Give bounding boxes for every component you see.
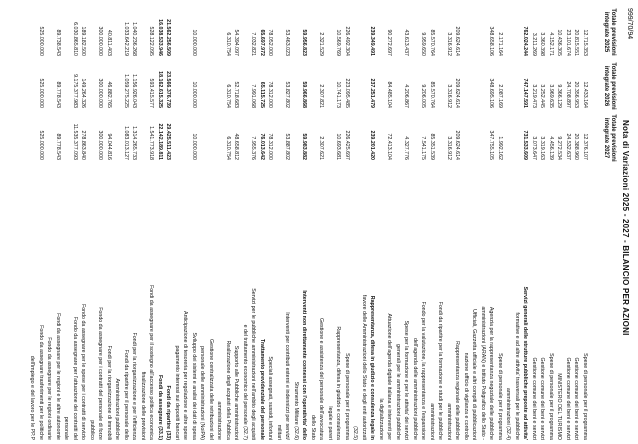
row-value-2025: 10.569.769	[335, 29, 342, 56]
row-value-2026: 1.059.275.225	[123, 74, 129, 108]
table-row	[554, 0, 563, 444]
row-label: Gestione comune dei beni e servizi	[573, 357, 580, 440]
row-label: Gestione comune dei beni e servizi	[531, 357, 537, 440]
row-value-2027: 72.413.104	[386, 133, 393, 160]
table-row	[61, 0, 70, 444]
row-value-2025: 300.000.000	[97, 26, 104, 56]
document-title: Nota di Variazioni 2025 - 2027 - BILANCIO PER AZIONI	[621, 120, 630, 336]
table-row	[537, 0, 546, 444]
row-value-2025: 209.624.614	[454, 26, 461, 56]
row-value-2026: 9.366.129	[556, 84, 563, 108]
table-row	[444, 0, 453, 444]
row-label: Fondi da ripartire per la formazione e studi per le pubbliche	[437, 301, 444, 440]
table-row	[461, 0, 470, 444]
table-row	[138, 0, 147, 444]
row-label: Fondo da assegnare per l'attuazione dei contratti del	[72, 316, 78, 440]
table-row	[112, 0, 121, 444]
row-value-2026: 85.570.764	[429, 81, 435, 108]
row-value-2027: 89.778.543	[55, 133, 61, 160]
budget-table	[27, 0, 588, 444]
table-row	[367, 0, 376, 444]
row-value-2025: 226.492.304	[344, 26, 350, 56]
row-value-2026: 84.485.104	[386, 81, 393, 108]
row-label: amministrazioni	[446, 403, 452, 440]
row-value-2026: 3.969.635	[548, 84, 554, 108]
row-value-2025: 10.000.000	[191, 29, 197, 56]
row-value-2025: 762.024.244	[522, 26, 529, 56]
row-label: Fondo da assegnare per i contratti del personale di forze	[97, 307, 104, 440]
column-header-2025: Totale previsioni integrate 2025	[603, 8, 616, 56]
row-value-2025: 9.959.650	[420, 32, 427, 56]
row-value-2027: 1.083.013.127	[123, 126, 129, 160]
row-label: Agenzia per la rappresentanza negoziale delle pubbliche	[488, 306, 495, 440]
row-value-2025: 12.715.353	[582, 29, 588, 56]
table-row	[529, 0, 538, 444]
row-value-2026: 593.415.577	[148, 78, 155, 108]
row-value-2025: 6.310.754	[225, 32, 231, 56]
table-row	[418, 0, 427, 444]
row-value-2026: 23.566.376.739	[165, 71, 172, 108]
row-label: e del trattamento economico del personale (32.7)	[242, 324, 248, 440]
row-label: Interventi per contributi esterni e indennizzi per servizi/	[284, 312, 291, 440]
row-value-2026: 4.206.867	[403, 84, 410, 108]
row-label: generali per le amministrazioni pubbliche	[395, 344, 401, 440]
table-row	[452, 0, 461, 444]
row-label: Fondi per la riorganizzazione e per l'efficienza	[131, 332, 138, 440]
row-value-2025: 525.000.000	[38, 26, 44, 56]
row-value-2027: 7.541.175	[420, 136, 427, 160]
row-value-2026: 10.000.000	[191, 81, 197, 108]
row-value-2027: 10.000.000	[191, 133, 197, 160]
row-label: Realizzazione degli acquisti della Pubblica	[225, 340, 231, 440]
row-value-2026: 10.741.173	[335, 81, 342, 108]
row-value-2026: 24.708.897	[565, 81, 571, 108]
page-number: 999/70/94	[626, 8, 633, 40]
row-value-2025: 348.658.106	[488, 26, 495, 56]
table-row	[240, 0, 249, 444]
row-value-2026: 9.206.005	[420, 84, 427, 108]
row-label: (32.5)	[352, 426, 359, 440]
row-value-2027: 209.624.614	[454, 130, 461, 160]
table-row	[257, 0, 266, 444]
row-label: Attuazione dell'agenda digitale italiana e interventi per	[386, 313, 393, 440]
row-label: Fondo da assegnare per le spese per i contratti di servizio	[80, 303, 87, 440]
row-label: Fondo da assegnare trasferimenti per le politiche	[38, 325, 44, 440]
row-value-2027: 22.142.189.811	[157, 123, 163, 160]
row-value-2027: 1.992.162	[497, 136, 503, 160]
table-row	[435, 0, 444, 444]
row-label: Anticipazione di tesoreria per regolazione e altre spese	[182, 311, 189, 440]
row-value-2026: 78.312.000	[267, 81, 274, 108]
table-row	[478, 0, 487, 444]
table-row	[180, 0, 189, 444]
row-label: formative e ad altre attivita' trasversali per le pubbliche	[514, 312, 520, 440]
row-value-2026: 7.991.068	[250, 84, 257, 108]
row-value-2027: 78.312.000	[267, 133, 274, 160]
row-value-2027: 24.532.637	[565, 133, 571, 160]
table-row	[87, 0, 96, 444]
row-value-2026: 6.310.754	[225, 84, 231, 108]
row-label: Strumento Militare (32.6)	[293, 381, 299, 440]
table-row	[546, 0, 555, 444]
table-row	[571, 0, 580, 444]
row-value-2025: 40.811.403	[106, 29, 112, 56]
row-value-2027: 10.693.681	[335, 133, 342, 160]
row-value-2027: 11.535.377.093	[72, 123, 78, 160]
table-row	[146, 0, 155, 444]
row-value-2025: 23.101.674	[565, 29, 571, 56]
row-value-2027: 3.316.912	[446, 136, 452, 160]
row-value-2026: 65.115.725	[259, 81, 265, 108]
row-value-2025: 78.052.000	[267, 29, 274, 56]
row-value-2026: 525.000.000	[38, 78, 44, 108]
table-row	[512, 0, 521, 444]
row-value-2025: 21.562.256.509	[165, 19, 172, 56]
row-label: personale	[63, 416, 70, 440]
table-row	[197, 0, 206, 444]
row-value-2027: 300.000.000	[97, 130, 104, 160]
row-value-2025: 16.038.533.946	[157, 19, 163, 56]
table-row	[333, 0, 342, 444]
row-label: Fondi per la riorganizzazione di immobili	[106, 345, 112, 440]
table-row	[469, 0, 478, 444]
row-label: Sviluppo dei sistemi e analisi dei dati di spesa	[191, 332, 197, 440]
row-value-2027: 9.272.534	[556, 136, 563, 160]
row-value-2027: 94.044.816	[106, 133, 112, 160]
row-label: Gestione e assistenza del personale dell'avvocatura	[318, 317, 325, 440]
table-row	[282, 0, 291, 444]
row-label: legale e pareri	[327, 406, 333, 440]
table-row	[410, 0, 419, 444]
row-label: Spese di personale per il programma	[344, 353, 350, 440]
row-label: Spese di personale per il programma	[582, 353, 588, 440]
row-value-2025: 89.738.543	[55, 29, 61, 56]
table-row	[265, 0, 274, 444]
row-value-2026: 149.264.326	[80, 78, 87, 108]
row-label: Interventi non direttamente connessi con l'operativita' dello	[301, 290, 308, 440]
table-row	[70, 0, 79, 444]
row-label: personale delle amministrazioni (NoiPA)	[199, 346, 206, 440]
row-label: dell'agenda delle amministrazioni pubbliche	[412, 337, 418, 440]
table-row	[231, 0, 240, 444]
row-value-2025: 239.349.491	[369, 26, 376, 56]
table-row	[206, 0, 215, 444]
row-value-2026: 209.624.614	[454, 78, 461, 108]
row-value-2025: 43.613.437	[403, 29, 410, 56]
row-label: la digitalizzazione	[378, 398, 384, 440]
row-value-2027: 3.073.647	[531, 136, 537, 160]
row-label: amministrazioni (ARAN) e istituto Poligrafico dello Stato -	[480, 306, 486, 440]
row-label: Gestione comune dei beni e servizi	[539, 357, 546, 440]
row-value-2025: 54.394.097	[233, 29, 240, 56]
row-value-2027: 525.000.000	[38, 130, 44, 160]
table-row	[359, 0, 368, 444]
row-label: amministrazioni	[429, 403, 435, 440]
row-value-2025: 90.272.697	[386, 29, 393, 56]
row-value-2025: 65.697.972	[259, 29, 265, 56]
row-value-2025: 59.956.823	[301, 29, 308, 56]
row-value-2026: 9.175.377.983	[72, 74, 78, 108]
table-row	[163, 0, 172, 444]
row-value-2026: 348.695.106	[488, 78, 495, 108]
table-row	[189, 0, 198, 444]
table-row	[274, 0, 283, 444]
row-label: Fondo da assegnare per le regioni ordinarie	[46, 337, 53, 440]
table-row	[248, 0, 257, 444]
row-label: Speciali assegnati, sussidi, infortuni	[267, 356, 274, 440]
row-label: Fondi da assegnare (33.1)	[157, 374, 163, 440]
row-label: pagamento interessi sui depositi bancari	[174, 345, 180, 440]
row-value-2026: 3.219.473	[531, 84, 537, 108]
row-label: Fondo per la valutazione, la rappresentanza e l'espansione	[420, 301, 427, 440]
row-value-2027: 53.887.802	[284, 133, 291, 160]
table-row	[427, 0, 436, 444]
row-label: Rappresentanza regionale delle pubbliche	[454, 341, 461, 440]
table-row	[308, 0, 317, 444]
row-value-2026: 3.316.912	[446, 84, 452, 108]
row-label: pubblico	[89, 420, 95, 440]
row-value-2025: 4.152.171	[548, 32, 554, 56]
row-value-2027: 4.327.776	[403, 136, 410, 160]
row-value-2026: 747.147.591	[522, 78, 529, 108]
row-value-2027: 4.456.139	[548, 136, 554, 160]
row-value-2025: 10.436.305	[556, 29, 563, 56]
row-value-2026: 300.000.000	[97, 78, 104, 108]
table-row	[342, 0, 351, 444]
row-value-2026: 89.778.543	[55, 81, 61, 108]
row-value-2027: 1.314.265.733	[131, 126, 138, 160]
row-value-2026: 3.252.445	[539, 84, 546, 108]
row-value-2026: 18.162.615.325	[157, 71, 163, 108]
table-row	[520, 0, 529, 444]
row-value-2026: 46.882.765	[106, 81, 112, 108]
row-value-2025: 7.032.821	[250, 32, 257, 56]
table-row	[27, 0, 36, 444]
row-value-2025: 2.321.529	[318, 32, 325, 56]
row-label: Servizi per le pubbliche amministrazioni nell'ambito degli acquisti	[250, 288, 257, 440]
row-label: MINISTERO DEL TURISMO	[556, 373, 563, 440]
table-row	[214, 0, 223, 444]
row-value-2026: 1.156.926.043	[131, 74, 138, 108]
table-row	[78, 0, 87, 444]
table-row	[299, 0, 308, 444]
row-value-2027: 20.388.960	[573, 133, 580, 160]
table-row	[325, 0, 334, 444]
row-label: Spese di personale per il programma	[548, 353, 554, 440]
table-row	[36, 0, 45, 444]
row-value-2027: 6.310.754	[225, 136, 231, 160]
row-label: Rappresentanza, difesa in giudizio e consulenza	[335, 326, 342, 440]
row-value-2026: 20.356.953	[573, 81, 580, 108]
row-label: Supporto alle Pubbliche amministrazioni	[233, 345, 240, 440]
row-label: dello Stato	[310, 414, 316, 440]
table-row	[95, 0, 104, 444]
row-value-2026: 237.251.479	[369, 78, 376, 108]
row-value-2027: 76.013.642	[259, 133, 265, 160]
table-row	[350, 0, 359, 444]
row-value-2027: 3.319.163	[539, 136, 546, 160]
table-row	[129, 0, 138, 444]
row-value-2025: 1.040.236.268	[131, 22, 138, 56]
table-row	[291, 0, 300, 444]
row-value-2027: 1.541.773.918	[148, 126, 155, 160]
row-label: amministrazione	[216, 401, 223, 440]
row-value-2025: 3.360.398	[539, 32, 546, 56]
row-value-2027: 2.307.621	[318, 136, 325, 160]
row-value-2025: 1.033.642.219	[123, 22, 129, 56]
row-value-2026: 12.433.164	[582, 81, 588, 108]
row-value-2025: 20.815.551	[573, 29, 580, 56]
table-row	[316, 0, 325, 444]
row-value-2027: 731.533.609	[522, 130, 529, 160]
column-headers	[590, 0, 616, 444]
row-value-2026: 53.827.802	[284, 81, 291, 108]
row-value-2026: 2.307.821	[318, 84, 325, 108]
column-header-2027: Totale previsioni integrate 2027	[603, 114, 616, 162]
row-value-2026: 59.966.868	[301, 81, 308, 108]
table-row	[44, 0, 53, 444]
row-label: Spese per la formazione e per le attivita' dei servizi	[403, 320, 410, 440]
table-row	[384, 0, 393, 444]
row-value-2026: 2.087.169	[497, 84, 503, 108]
row-label: Spese di personale per il programma	[497, 353, 503, 440]
row-label: amministrazioni (32.4)	[505, 387, 512, 440]
row-value-2025: 6.030.865.810	[72, 22, 78, 56]
row-label: Rappresentanza, difesa in giudizio e consulenza legale in	[369, 295, 376, 440]
row-value-2027: 347.755.105	[488, 130, 495, 160]
row-value-2025: 528.122.095	[148, 26, 155, 56]
row-value-2026: 52.718.683	[233, 81, 240, 108]
table-row	[223, 0, 232, 444]
table-row	[503, 0, 512, 444]
column-header-2026: Totale previsioni integrate 2026	[603, 62, 616, 110]
row-value-2026: 223.095.485	[344, 78, 350, 108]
row-label: finalizzazione delle previsioni	[140, 371, 146, 440]
row-value-2027: 12.376.107	[582, 133, 588, 160]
table-row	[495, 0, 504, 444]
table-row	[580, 0, 589, 444]
row-label: Trattamento previdenziale del personale	[259, 339, 265, 440]
row-value-2025: 53.463.023	[284, 29, 291, 56]
row-label: militari	[276, 424, 282, 440]
row-label: Ufficiali, Gazzetta ufficiale e altri compiti di pubblicazioni	[471, 309, 478, 440]
table-row	[486, 0, 495, 444]
table-row	[376, 0, 385, 444]
row-value-2025: 3.211.269	[531, 32, 537, 56]
row-label: Amministrazioni pubbliche	[114, 378, 121, 440]
row-value-2027: 48.658.812	[233, 133, 240, 160]
row-value-2027: 239.201.420	[369, 130, 376, 160]
row-value-2027: 29.425.511.423	[165, 123, 172, 160]
row-value-2025: 2.171.164	[497, 32, 503, 56]
row-label: Fondi da ripartire per il personale dello	[123, 349, 129, 440]
row-label: Fondi da ripartire (33)	[165, 385, 172, 440]
row-value-2027: 7.955.376	[250, 136, 257, 160]
table-row	[104, 0, 113, 444]
row-label: Servizi generali delle strutture pubbliche preposte ad attivita'	[522, 286, 529, 440]
row-label: favore delle Amministrazioni dello Stato e degli enti autorizzati	[361, 294, 367, 440]
row-label: Fondi da assegnare per le regioni e le altre autonomie	[55, 313, 61, 440]
table-row	[393, 0, 402, 444]
table-row	[401, 0, 410, 444]
table-row	[172, 0, 181, 444]
row-value-2025: 85.570.764	[429, 29, 435, 56]
table-row	[155, 0, 164, 444]
row-label: Gestione centralizzata delle retribuzioni del	[208, 339, 214, 440]
row-label: dell'impiego e del lavoro per le PP.P	[29, 355, 36, 440]
row-value-2025: 189.182.500	[80, 26, 87, 56]
row-value-2025: 3.316.912	[446, 32, 452, 56]
row-value-2027: 226.425.697	[344, 130, 350, 160]
row-label: Gestione comune dei beni e servizi	[565, 357, 571, 440]
row-label: nazione ufficio di vigilanza e controllo	[463, 352, 469, 440]
table-row	[121, 0, 130, 444]
row-label: Fondi da assegnare per il sostegno all'accesso politica economica	[148, 284, 155, 440]
table-row	[53, 0, 62, 444]
table-row	[563, 0, 572, 444]
row-value-2027: 59.983.882	[301, 133, 308, 160]
row-value-2027: 85.351.539	[429, 133, 435, 160]
row-value-2027: 278.863.840	[80, 130, 87, 160]
